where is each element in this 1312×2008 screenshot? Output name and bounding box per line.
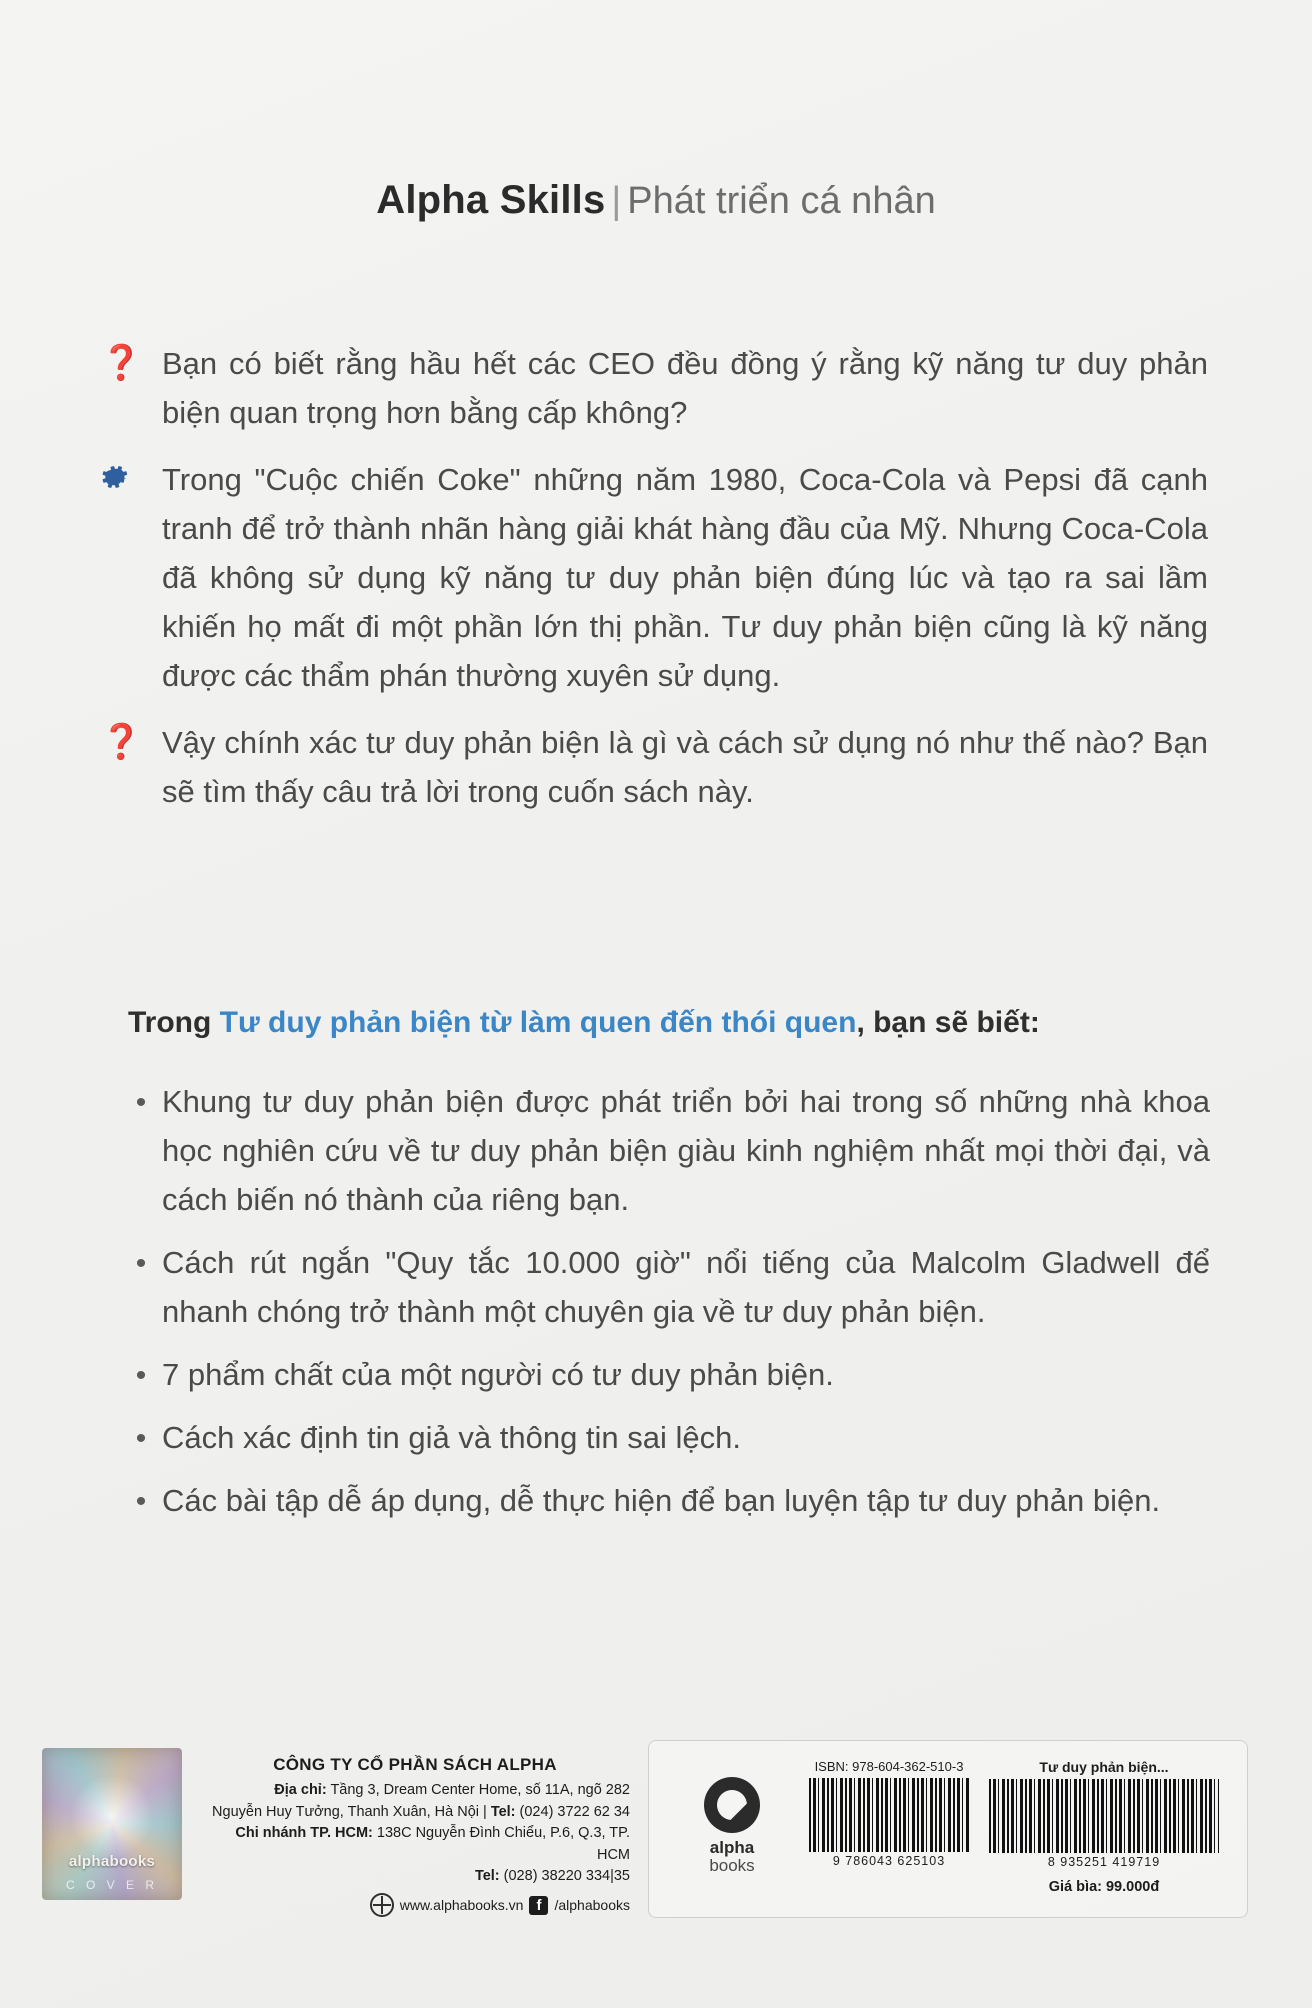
bullet-text: Khung tư duy phản biện được phát triển bởi hai trong số những nhà khoa học nghiên cứu về tư duy phản biện giàu kinh nghiệm nhất mọi thời đại, và cách biến nó thành của riêng bạn. [162, 1084, 1210, 1217]
page-title [0, 178, 1312, 223]
book-title: Tư duy phản biện từ làm quen đến thói quen [219, 1006, 857, 1039]
tel2-value: (028) 38220 334|35 [499, 1867, 630, 1884]
bullet-marker: • [135, 1484, 147, 1518]
leadin-suffix: , bạn sẽ biết: [856, 1006, 1040, 1039]
bullet-marker: • [135, 1086, 147, 1119]
bullet-marker: • [135, 1421, 147, 1455]
bullet-marker: • [135, 1246, 147, 1280]
bullet-marker: • [135, 1358, 147, 1392]
hologram-sublabel: C O V E R [65, 1878, 158, 1892]
address-value: Tầng 3, Dream Center Home, số 11A, ngõ 282 [326, 1782, 630, 1799]
address-line2-value: Nguyễn Huy Tưởng, Thanh Xuân, Hà Nội | [212, 1803, 491, 1820]
company-info [200, 1752, 630, 1917]
tel-value: (024) 3722 62 34 [515, 1803, 630, 1820]
company-branch [200, 1823, 630, 1866]
company-address-line2 [200, 1802, 630, 1823]
icon-paragraph-list [100, 340, 1208, 835]
isbn-digits: 9 786043 625103 [832, 1854, 946, 1868]
bullet-text: Các bài tập dễ áp dụng, dễ thực hiện để bạn luyện tập tư duy phản biện. [162, 1482, 1161, 1518]
company-tel2 [200, 1866, 630, 1887]
list-item [100, 340, 1208, 438]
company-address [200, 1780, 630, 1801]
paragraph-text: Vậy chính xác tư duy phản biện là gì và cách sử dụng nó như thế nào? Bạn sẽ tìm thấy câu trả lời trong cuốn sách này. [162, 724, 1208, 809]
barcode-bars [809, 1778, 969, 1852]
product-digits: 8 935251 419719 [1047, 1855, 1161, 1869]
footer [0, 1740, 1312, 1950]
isbn-caption: ISBN: 978-604-362-510-3 [814, 1759, 964, 1774]
globe-icon [370, 1893, 394, 1917]
product-barcode [989, 1759, 1219, 1869]
list-item [120, 1351, 1210, 1400]
series-subtitle: Phát triển cá nhân [627, 180, 936, 222]
price-label: Giá bìa: 99.000đ [1048, 1879, 1160, 1895]
hologram-label: alphabooks [68, 1853, 156, 1870]
bullet-text: 7 phẩm chất của một người có tư duy phản biện. [162, 1356, 834, 1392]
question-mark-icon: ❓ [100, 722, 143, 761]
company-social-row [200, 1893, 630, 1917]
title-divider: | [611, 180, 622, 222]
publisher-logo [677, 1777, 787, 1875]
address-label: Địa chỉ: [274, 1782, 327, 1799]
leadin-line [128, 1006, 1208, 1040]
paragraph-text: Bạn có biết rằng hầu hết các CEO đều đồng ý rằng kỹ năng tư duy phản biện quan trọng hơn bằng cấp không? [162, 346, 1208, 430]
tel2-label: Tel: [474, 1867, 500, 1884]
publisher-name-line1: alpha [709, 1838, 755, 1857]
bullet-text: Cách xác định tin giả và thông tin sai lệch. [162, 1419, 742, 1455]
bullet-text: Cách rút ngắn "Quy tắc 10.000 giờ" nổi tiếng của Malcolm Gladwell để nhanh chóng trở thành một chuyên gia về tư duy phản biện. [162, 1244, 1210, 1329]
paragraph-text: Trong "Cuộc chiến Coke" những năm 1980, Coca-Cola và Pepsi đã cạnh tranh để trở thành nhãn hàng giải khát hàng đầu của Mỹ. Nhưng Coca-Cola đã không sử dụng kỹ năng tư duy phản biện đúng lúc và tạo ra sai lầm khiến họ mất đi một phần lớn thị phần. Tư duy phản biện cũng là kỹ năng được các thẩm phán thường xuyên sử dụng. [162, 461, 1208, 693]
isbn-barcode-box [648, 1740, 1248, 1918]
product-caption: Tư duy phản biện... [1039, 1759, 1169, 1775]
alpha-books-mark-icon [704, 1777, 760, 1833]
list-item [120, 1477, 1210, 1526]
gear-icon [100, 456, 162, 497]
company-name: CÔNG TY CỔ PHẦN SÁCH ALPHA [273, 1755, 557, 1774]
list-item [120, 1239, 1210, 1337]
question-mark-icon: ❓ [100, 344, 143, 382]
website-link[interactable]: www.alphabooks.vn [399, 1897, 524, 1914]
branch-label: Chi nhánh TP. HCM: [235, 1825, 373, 1842]
leadin-prefix: Trong [128, 1006, 220, 1039]
tel-label: Tel: [490, 1803, 516, 1820]
publisher-name-line2: books [709, 1855, 755, 1875]
facebook-icon: f [529, 1896, 548, 1915]
hologram-sticker [42, 1748, 182, 1900]
bullet-list [120, 1078, 1210, 1540]
list-item [100, 719, 1208, 817]
list-item [100, 456, 1208, 701]
list-item [120, 1414, 1210, 1463]
list-item [120, 1078, 1210, 1225]
series-brand: Alpha Skills [376, 178, 606, 222]
barcode-bars [989, 1779, 1219, 1853]
isbn-barcode [809, 1759, 969, 1868]
branch-value: 138C Nguyễn Đình Chiểu, P.6, Q.3, TP. HCM [372, 1825, 630, 1863]
facebook-link[interactable]: /alphabooks [554, 1897, 630, 1914]
